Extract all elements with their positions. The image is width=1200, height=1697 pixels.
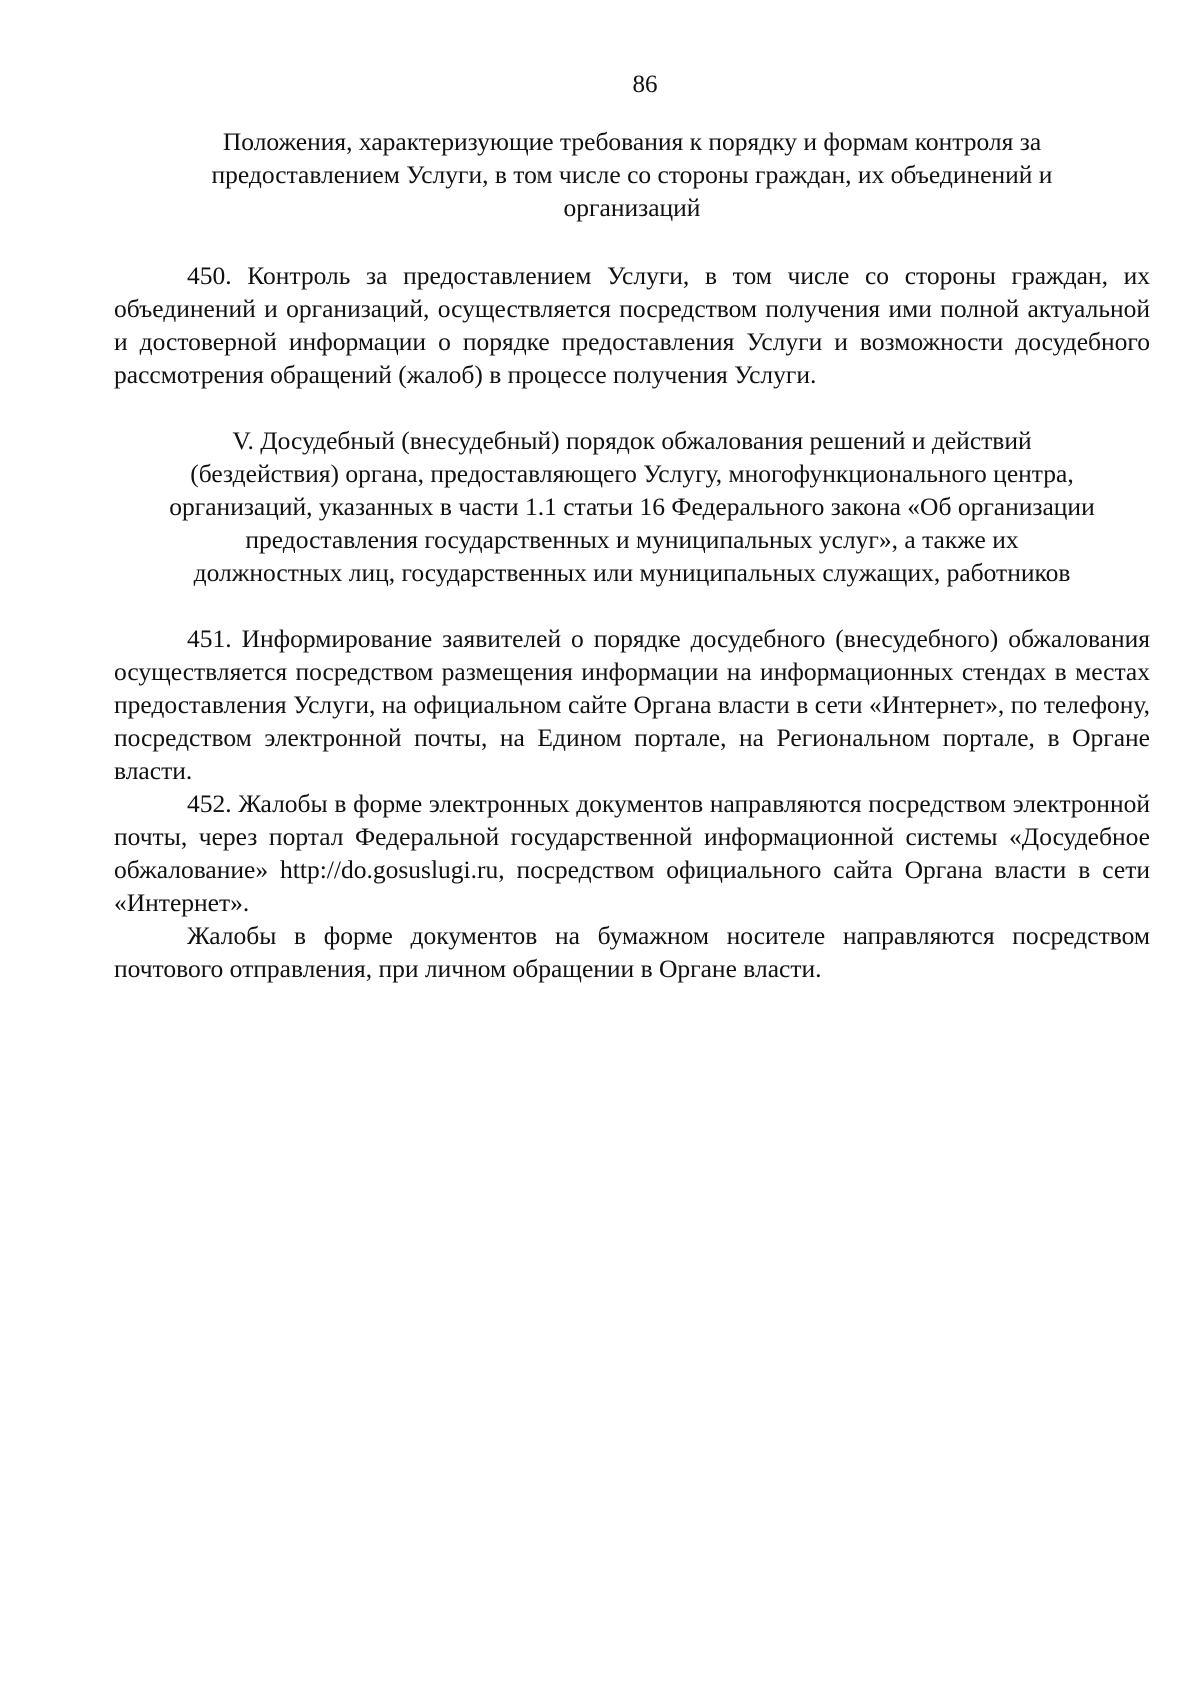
paragraph-451: 451. Информирование заявителей о порядке досудебного (внесудебного) обжалования осуществляется посредством размещения информации на информационных стендах в местах предоставления Услуги, на официальном сайте Органа власти в сети «Интернет», по телефону, посредством электронной почты, на Едином портале, на Региональном портале, в Органе власти.	[114, 624, 1150, 785]
heading-line: организаций, указанных в части 1.1 статьи 16 Федерального закона «Об организации	[169, 492, 1095, 521]
page-number: 86	[632, 71, 658, 98]
heading-line: организаций	[563, 193, 701, 222]
heading-line: (бездействия) органа, предоставляющего Услугу, многофункционального центра,	[190, 459, 1074, 488]
heading-line: должностных лиц, государственных или муниципальных служащих, работников	[193, 558, 1071, 587]
section-heading-control	[114, 125, 1150, 224]
heading-line: Положения, характеризующие требования к порядку и формам контроля за	[222, 127, 1042, 156]
paragraph-452: 452. Жалобы в форме электронных документов направляются посредством электронной почты, через портал Федеральной государственной информационной системы «Досудебное обжалование» http://do.gosuslugi.ru, посредством официального сайта Органа власти в сети «Интернет».	[114, 789, 1150, 917]
section-heading-appeal	[114, 424, 1150, 589]
paragraph-450: 450. Контроль за предоставлением Услуги, в том числе со стороны граждан, их объединений и организаций, осуществляется посредством получения ими полной актуальной и достоверной информации о порядке предоставления Услуги и возможности досудебного рассмотрения обращений (жалоб) в процессе получения Услуги.	[114, 261, 1150, 389]
paragraph-452-continuation: Жалобы в форме документов на бумажном носителе направляются посредством почтового отправления, при личном обращении в Органе власти.	[114, 921, 1150, 983]
heading-line: предоставлением Услуги, в том числе со стороны граждан, их объединений и	[211, 160, 1053, 189]
document-page	[114, 68, 1150, 985]
heading-line: V. Досудебный (внесудебный) порядок обжалования решений и действий	[232, 426, 1032, 455]
heading-line: предоставления государственных и муниципальных услуг», а также их	[245, 525, 1019, 554]
